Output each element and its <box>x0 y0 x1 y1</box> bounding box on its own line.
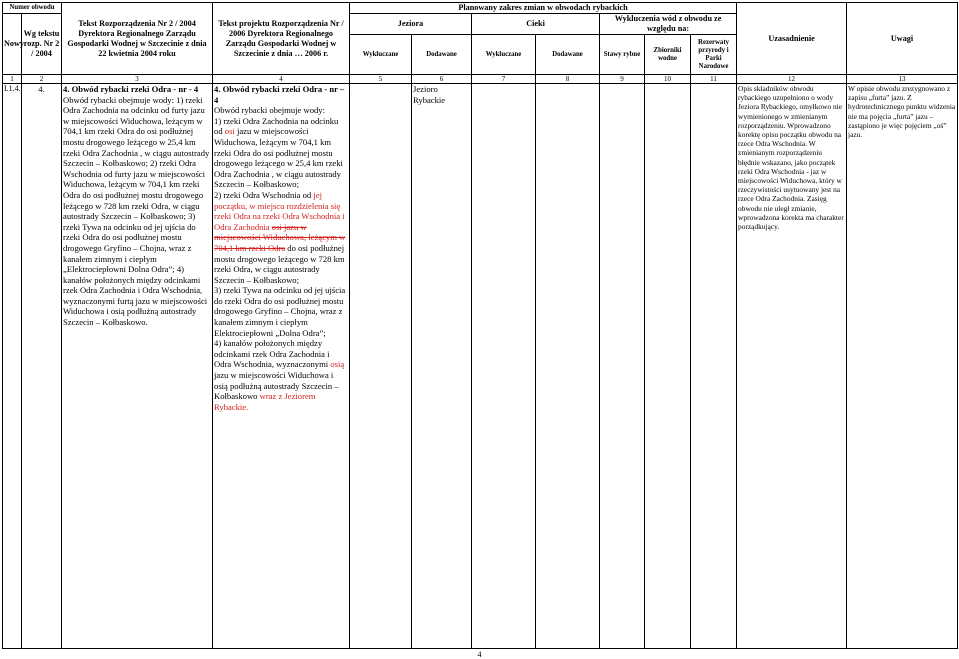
header-zbiorniki: Zbiorniki wodne <box>645 35 691 75</box>
header-nowy: Nowy <box>3 14 22 75</box>
column-number: 2 <box>22 75 62 84</box>
row-uzasadnienie: Opis składników obwodu rybackiego uzupełniono o wody Jeziora Rybackiego, omyłkowo nie wymienionego w zmienianym rozporządzeniu. Wprowadzono korektę opisu początku obwodu na rzece Odra Wschodnia. W zmienianym rozporządzeniu błędnie wskazano, jako początek rzeki Odra Wschodnia - jaz w miejscowości Widuchowa, który w rzeczywistości usytuowany jest na rzece Odra Zachodnia. Zasięg obwodu nie uległ zmianie, wprowadzona korekta ma charakter porządkujący. <box>737 84 847 649</box>
row-text-old <box>62 84 213 649</box>
header-text-new: Tekst projektu Rozporządzenia Nr / 2006 Dyrektora Regionalnego Zarządu Gospodarki Wodnej w Szczecinie z dnia … 2006 r. <box>213 3 350 75</box>
inserted-text: osią <box>330 359 345 370</box>
row-uwagi: W opisie obwodu zrezygnowano z zapisu „furta” jazu. Z hydrotechnicznego punktu widzenia nie ma pojęcia „furta” jazu – zastąpiono je więc pojęciem „oś” jazu. <box>847 84 958 649</box>
header-uwagi: Uwagi <box>847 3 958 75</box>
row-text-new-p1: Obwód rybacki obejmuje wody: <box>214 105 325 116</box>
header-stawy: Stawy rybne <box>600 35 645 75</box>
column-number: 1 <box>3 75 22 84</box>
column-number: 8 <box>536 75 600 84</box>
column-number: 9 <box>600 75 645 84</box>
header-rezerwaty: Rezerwaty przyrody i Parki Narodowe <box>691 35 737 75</box>
row-rezerwaty <box>691 84 737 649</box>
inserted-text: wraz z Jeziorem Rybackie. <box>214 391 316 412</box>
column-number: 10 <box>645 75 691 84</box>
row-text-old-title: 4. Obwód rybacki rzeki Odra - nr - 4 <box>63 84 199 94</box>
row-text-new-p4: 3) rzeki Tywa na odcinku od jej ujścia do rzeki Odra do osi podłużnej mostu drogowego Gryfino – Chojna, wraz z kanałem zimnym i ciepłym Elektrociepłowni „Dolna Odra”; <box>214 285 346 338</box>
row-text-new-title: 4. Obwód rybacki rzeki Odra - nr – 4 <box>214 84 345 105</box>
row-text-new-p5 <box>214 338 348 412</box>
header-wykluczane-cieki: Wykluczane <box>472 35 536 75</box>
header-cieki: Cieki <box>472 14 600 35</box>
column-number: 6 <box>412 75 472 84</box>
column-number: 3 <box>62 75 213 84</box>
header-wg-tekstu: Wg tekstu rozp. Nr 2 / 2004 <box>22 14 62 75</box>
row-text-new <box>213 84 350 649</box>
header-text-old: Tekst Rozporządzenia Nr 2 / 2004 Dyrektora Regionalnego Zarządu Gospodarki Wodnej w Szczecinie z dnia 22 kwietnia 2004 roku <box>62 3 213 75</box>
header-dodawane-cieki: Dodawane <box>536 35 600 75</box>
row-text-new-p2 <box>214 116 348 190</box>
row-text-new-p3 <box>214 190 348 285</box>
text-segment: do osi podłużnej mostu drogowego leżącego w 728 km rzeki Odra, w ciągu autostrady Szczecin – Kołbaskowo; <box>214 242 345 285</box>
row-old-number: 4. <box>22 84 62 649</box>
column-number: 11 <box>691 75 737 84</box>
inserted-text: osi <box>224 126 235 137</box>
text-segment: 1) rzeki Odra Zachodnia na odcinku od <box>214 115 339 137</box>
header-jeziora: Jeziora <box>350 14 472 35</box>
column-number: 12 <box>737 75 847 84</box>
document-table <box>2 2 958 649</box>
text-segment: jazu w miejscowości Widuchowa i osią podłużną autostrady Szczecin – Kołbaskowo <box>214 370 339 402</box>
text-segment: 4) kanałów położonych między odcinkami rzek Odra Zachodnia i Odra Wschodnia, wyznaczonymi <box>214 338 331 370</box>
column-number: 13 <box>847 75 958 84</box>
column-number: 4 <box>213 75 350 84</box>
header-wykluczane-jeziora: Wykluczane <box>350 35 412 75</box>
row-zbiorniki <box>645 84 691 649</box>
header-dodawane-jeziora: Dodawane <box>412 35 472 75</box>
row-nowy-number: I.1.4. <box>3 84 22 649</box>
header-planned-changes: Planowany zakres zmian w obwodach rybackich <box>350 3 737 14</box>
row-text-old-body: Obwód rybacki obejmuje wody: 1) rzeki Odra Zachodnia na odcinku od furty jazu w miejscowości Widuchowa, leżącym w 704,1 km rzeki Odra do osi podłużnej mostu drogowego leżącego w 25,4 km rzeki Odra Zachodnia , w ciągu autostrady Szczecin – Kołbaskowo; 2) rzeki Odra Wschodnia od furty jazu w miejscowości Widuchowa, leżącym w 704,1 km rzeki Odra do osi podłużnej mostu drogowego leżącego w 728 km rzeki Odra, w ciągu autostrady Szczecin – Kołbaskowo; 3) rzeki Tywa na odcinku od jej ujścia do rzeki Odra do osi podłużnej mostu drogowego Gryfino – Chojna, wraz z kanałem zimnym i ciepłym „Elektrociepłowni Dolna Odra”; 4) kanałów położonych między odcinkami rzek Odra Zachodnia i Odra Wschodnia, wyznaczonymi furtą jazu w miejscowości Widuchowa i osią podłużną autostrady Szczecin – Kołbaskowo. <box>63 94 210 328</box>
text-segment: jazu w miejscowości Widuchowa, leżącym w 704,1 km rzeki Odra do osi podłużnej mostu drogowego leżącego w 25,4 km rzeki Odra Zachodnia , w ciągu autostrady Szczecin – Kołbaskowo; <box>214 126 343 190</box>
row-cieki-wykluczane <box>472 84 536 649</box>
header-wykluczenia: Wykluczenia wód z obwodu ze względu na: <box>600 14 737 35</box>
column-number: 7 <box>472 75 536 84</box>
text-segment: 2) rzeki Odra Wschodnia od <box>214 189 314 200</box>
row-jeziora-wykluczane <box>350 84 412 649</box>
header-uzasadnienie: Uzasadnienie <box>737 3 847 75</box>
inserted-text: jej początku, w miejscu rozdzielenia się rzeki Odra na rzeki Odra Wschodnia i Odra Zachodnia <box>214 189 345 232</box>
deleted-text: osi jazu w miejscowości Widuchowa, leżącym w 704,1 km rzeki Odra <box>214 221 346 253</box>
header-numer-obwodu: Numer obwodu <box>3 3 62 14</box>
row-jeziora-dodawane: Jezioro Rybackie <box>412 84 472 649</box>
page-number: 4 <box>477 650 482 659</box>
row-stawy <box>600 84 645 649</box>
column-number: 5 <box>350 75 412 84</box>
row-cieki-dodawane <box>536 84 600 649</box>
